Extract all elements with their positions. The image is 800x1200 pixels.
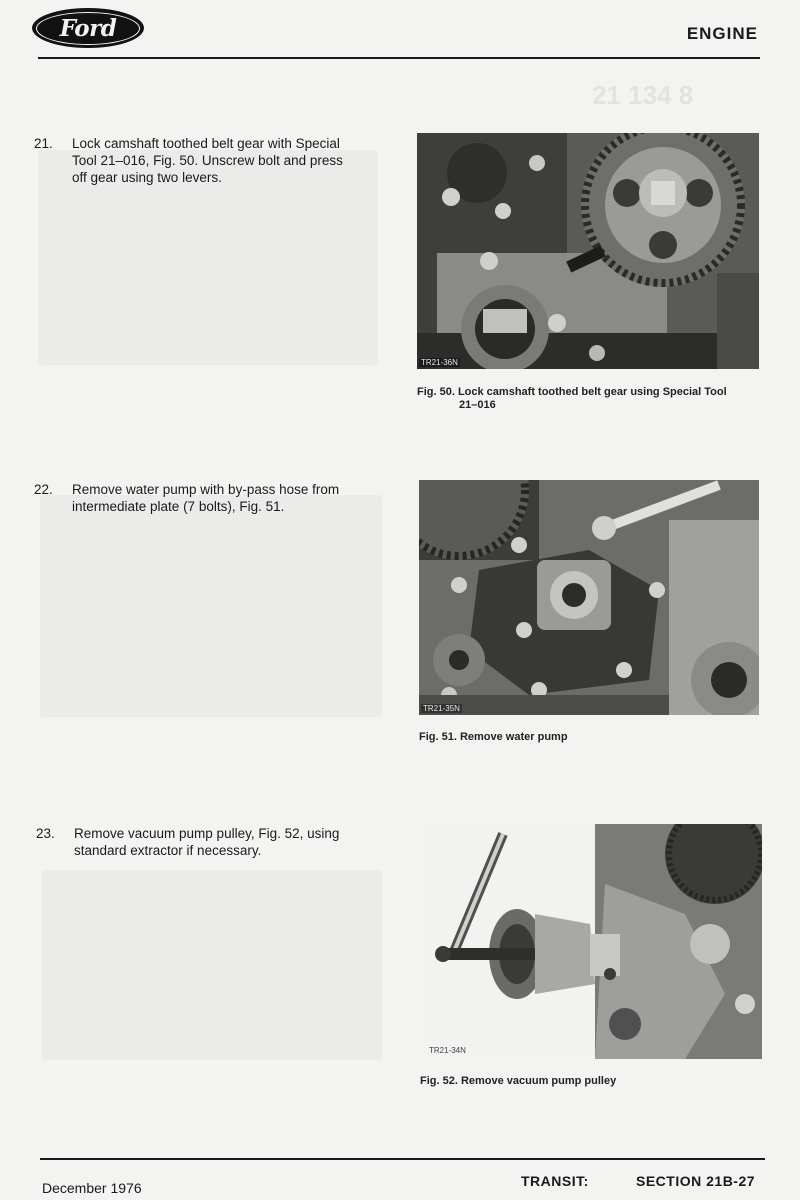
step-text [72,135,343,186]
figure-52-caption [420,1075,760,1088]
figure-code: TR21-35N [423,704,460,713]
figure-50-photo [417,133,759,369]
footer-section: SECTION 21B-27 [636,1173,756,1189]
step-number: 22. [34,482,53,497]
figure-51-caption [419,731,759,744]
step-line: standard extractor if necessary. [74,843,262,858]
bleed-through-image-2 [40,495,382,717]
step-line: Lock camshaft toothed belt gear with Special [72,136,340,151]
caption-line: 21–016 [459,399,496,411]
figure-51-photo [419,480,759,715]
footer-date: December 1976 [42,1180,142,1196]
caption-line: Fig. 51. Remove water pump [419,731,568,743]
ford-logo [32,8,144,48]
step-line: off gear using two levers. [72,170,222,185]
caption-line: Fig. 52. Remove vacuum pump pulley [420,1075,617,1087]
step-line: Tool 21–016, Fig. 50. Unscrew bolt and press [72,153,343,168]
step-number: 21. [34,136,53,151]
header-rule [38,57,760,59]
step-23 [36,825,396,865]
figure-50-caption [417,386,762,412]
step-line: Remove water pump with by-pass hose from [72,482,340,497]
figure-code: TR21-36N [421,358,458,367]
step-21 [34,135,394,195]
step-text [74,825,339,859]
step-text [72,481,339,515]
footer-rule [40,1158,765,1160]
footer-model: TRANSIT: [521,1173,589,1189]
bleed-through-heading: 21 134 8 [592,80,694,110]
bleed-through-image-3 [42,870,382,1060]
step-number: 23. [36,826,55,841]
step-22 [34,481,394,521]
caption-line: Fig. 50. Lock camshaft toothed belt gear using Special Tool [417,386,727,398]
step-line: Remove vacuum pump pulley, Fig. 52, using [74,826,340,841]
figure-52-photo [425,824,762,1059]
logo-text: Ford [59,14,117,42]
figure-code: TR21-34N [429,1046,466,1055]
section-title: ENGINE [686,24,758,43]
step-line: intermediate plate (7 bolts), Fig. 51. [72,499,285,514]
